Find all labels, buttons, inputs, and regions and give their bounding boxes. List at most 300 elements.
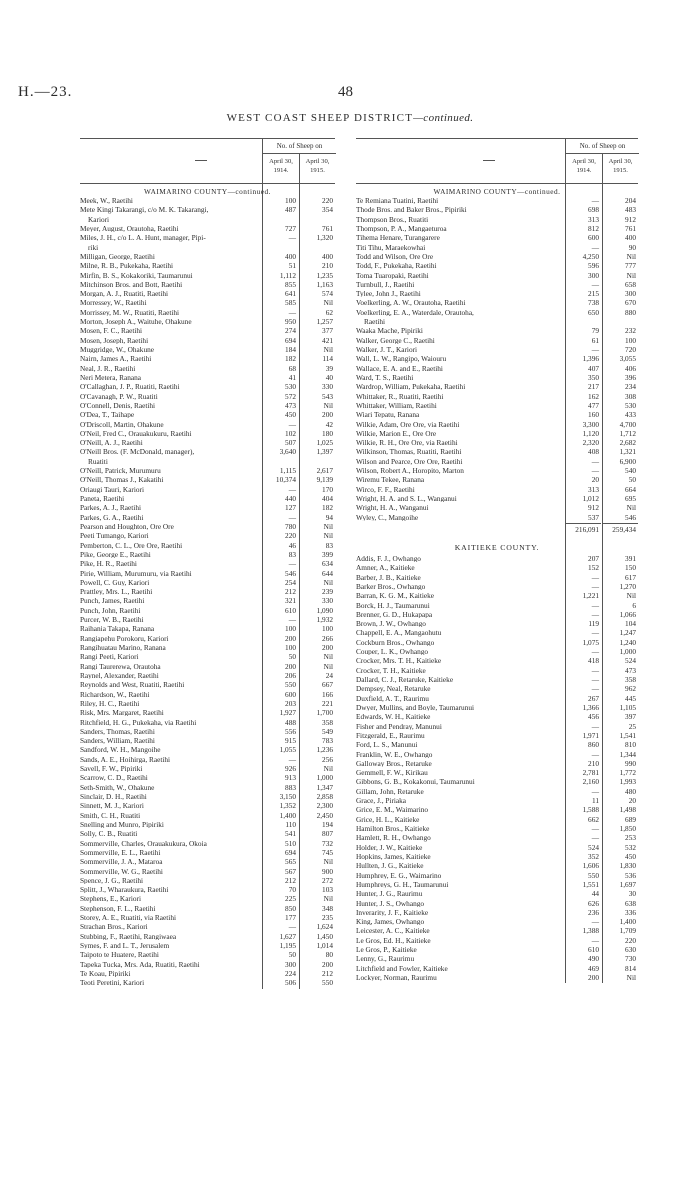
sheep-1915: 433 [625,410,636,420]
owner-name: Hunter, J. S., Owhango [356,899,425,907]
sheep-1915: 550 [322,978,333,988]
sheep-1915: 1,163 [316,279,333,289]
sheep-1915: 391 [625,553,636,563]
owner-name: Peeti Tumango, Kariori [80,532,149,540]
owner-name: Leicester, A. C., Kaitieke [356,927,430,935]
sheep-1915: 720 [625,345,636,354]
owner-name: Solly, C. B., Ruatiti [80,830,138,838]
sheep-1914: 650 [588,307,599,317]
owner-name: Whittaker, R., Ruatiti, Raetihi [356,392,444,400]
owner-name: Wilkie, Adam, Ore Ore, via Raetihi [356,420,460,428]
sheep-1914: 215 [588,289,599,299]
total-1915: 259,434 [612,524,636,534]
sheep-1915: 406 [625,363,636,373]
owner-name: Pemberton, C. L., Ore Ore, Raetihi [80,541,183,549]
table-row [80,886,335,895]
owner-name: Teoti Peretini, Kariori [80,979,145,987]
owner-name: Pike, George E., Raetihi [80,550,151,559]
owner-name: Wright, H. A., Wanganui [356,504,429,512]
sheep-1915: 1,624 [316,922,333,932]
sheep-1914: — [288,233,296,243]
sheep-1914: 738 [588,298,599,308]
owner-name: Todd and Wilson, Ore Ore [356,252,434,261]
sheep-1915: 689 [625,814,636,824]
sheep-1915: 658 [625,279,636,289]
sheep-1914: 662 [588,814,599,824]
owner-name: Kariori [88,215,110,223]
table-row [80,365,335,374]
owner-name: Thompson, P. A., Mangaeturoa [356,224,447,233]
owner-name: O'Callaghan, J. P., Ruatiti, Raetihi [80,383,180,391]
sheep-1915: Nil [323,894,333,904]
owner-name: Sommerville, E. L., Raetihi [80,848,161,857]
owner-name: Thode Bros. and Baker Bros., Pipiriki [356,206,467,214]
table-row [80,393,335,402]
sheep-1914: 912 [588,503,599,513]
sheep-1915: 166 [322,689,333,699]
sheep-1914: 177 [285,913,296,923]
table-row [80,719,335,728]
sheep-1914: 913 [285,773,296,783]
owner-name: Parkes, G. A., Raetihi [80,513,144,521]
page-ref: H.—23. [18,84,73,100]
owner-name: Thompson Bros., Ruatiti [356,215,429,223]
owner-name: Mirfin, B. S., Kokakoriki, Taumarunui [80,271,193,279]
sheep-1915: 630 [625,945,636,955]
owner-name: Stephens, E., Kariori [80,895,141,903]
owner-name: Meek, W., Raetihi [80,197,133,205]
sheep-1914: 1,055 [279,745,296,755]
sheep-1914: 100 [285,643,296,652]
sheep-1914: 1,352 [279,801,296,811]
sheep-1914: — [288,512,296,522]
sheep-1914: — [591,242,599,252]
sheep-1914: 550 [588,870,599,880]
sheep-1915: 1,235 [316,270,333,280]
owner-name: Te Remiana Tuatini, Raetihi [356,197,439,205]
owner-name: Tihema Henare, Turangarere [356,234,440,242]
owner-name: Reynolds and West, Ruatiti, Raetihi [80,681,185,689]
sheep-1914: 100 [285,624,296,634]
sheep-1915: 210 [322,261,333,271]
sheep-1915: 400 [322,251,333,261]
sheep-1914: 83 [288,549,296,559]
sheep-1915: 540 [625,466,636,476]
table-row [80,318,335,327]
owner-name: Wilson, Robert A., Horopito, Marton [356,467,464,475]
owner-name: Humphrey, E. G., Waimarino [356,871,442,879]
owner-name: O'Driscoll, Martin, Ohakune [80,420,164,428]
sheep-1915: 1,450 [316,931,333,941]
sheep-1914: 119 [588,619,599,629]
table-row [80,495,335,504]
table-row [80,281,335,290]
year-1915-heading [299,153,335,183]
sheep-1914: 203 [285,698,296,708]
table-row [80,272,335,281]
sheep-1914: 200 [588,973,599,982]
y1-line1: April 30, [269,158,293,165]
sheep-1914: 850 [285,903,296,913]
table-row [80,635,335,644]
table-row [80,979,335,988]
owner-name: Scarrow, C. D., Raetihi [80,774,148,782]
owner-name: Humphreys, G. H., Taumarunui [356,880,449,889]
owner-name: Duxfield, A. T., Raurimu [356,694,429,702]
sheep-1915: 103 [322,885,333,895]
owner-name: O'Neill, A. J., Raetihi [80,439,143,447]
sheep-1915: 194 [322,819,333,829]
sheep-1914: — [591,786,599,796]
sheep-1914: — [591,665,599,675]
page-number: 48 [338,84,353,100]
sheep-1915: 777 [625,261,636,271]
sheep-1914: 698 [588,205,599,215]
sheep-1915: 1,993 [619,777,636,787]
sheep-1914: 41 [288,372,296,382]
sheep-1914: — [288,754,296,764]
sheep-1915: 761 [322,223,333,233]
owner-name: Symes, F. and L. T., Jerusalem [80,942,170,950]
sheep-1914: 1,112 [279,270,296,280]
sheep-1914: 915 [285,736,296,746]
owner-name: Addis, F. J., Owhango [356,554,421,563]
sheep-1915: 745 [322,847,333,857]
sheep-1914: 51 [288,261,296,271]
sheep-1915: 9,139 [316,475,333,485]
sheep-1914: 200 [285,633,296,643]
county-heading-text: WAIMARINO COUNTY—continued. [144,188,271,196]
table-row [356,974,638,983]
sheep-1915: 220 [625,935,636,945]
page-title [0,112,700,124]
sheep-1914: 274 [285,326,296,336]
sheep-1914: — [591,935,599,945]
sheep-1915: 170 [322,484,333,494]
sheep-1915: 644 [322,568,333,578]
sheep-1915: 445 [625,693,636,703]
sheep-1915: 62 [325,307,333,317]
sheep-1915: 1,105 [619,702,636,712]
total-1914: 216,091 [575,524,599,534]
y1-line2: 1914. [576,167,592,174]
owner-name: riki [88,243,99,251]
table-row [80,476,335,485]
sheep-1915: 2,682 [619,438,636,448]
sheep-1915: 1,932 [316,615,333,625]
sheep-1915: 3,055 [619,354,636,364]
owner-name: Ford, L. S., Manunui [356,741,418,749]
table-row [80,532,335,541]
y1-line1: April 30, [572,158,596,165]
sheep-1914: 524 [588,842,599,852]
sheep-1915: 638 [625,898,636,908]
sheep-1914: 1,221 [582,591,599,601]
owner-name: Wardrop, William, Pukekaha, Raetihi [356,383,466,391]
sheep-1915: 814 [625,963,636,973]
sheep-1915: 2,300 [316,801,333,811]
sheep-1914: 1,120 [582,428,599,438]
sheep-1914: — [591,600,599,610]
owner-name: Prattley, Mrs. L., Raetihi [80,588,153,596]
owner-name: Sandford, W. H., Mangoihe [80,746,161,754]
sheep-1914: 206 [285,670,296,680]
sheep-1915: 330 [322,382,333,392]
sheep-1915: 377 [322,326,333,336]
sheep-1914: 350 [588,372,599,382]
sheep-1914: 1,396 [582,354,599,364]
sheep-1915: 24 [325,670,333,680]
owner-name: King, James, Owhango [356,918,425,926]
sheep-1915: 473 [625,665,636,675]
sheep-1915: Nil [626,503,636,513]
owner-name: Tapeka Tucka, Mrs. Ada, Ruatiti, Raetihi [80,960,200,968]
owner-name: Fisher and Pendray, Manunui [356,722,442,730]
sheep-1915: Nil [323,857,333,867]
sheep-1914: 694 [285,335,296,345]
sheep-1915: 1,700 [316,708,333,718]
sheep-1915: 480 [625,786,636,796]
sheep-1914: 626 [588,898,599,908]
sheep-1914: 440 [285,494,296,503]
sheep-1915: 232 [625,326,636,336]
table-row [80,374,335,383]
table-row [80,588,335,597]
owner-name: Voelkerling, E. A., Waterdale, Orautoha, [356,308,474,317]
table-row [80,653,335,662]
owner-name: Wirco, F. F., Raetihi [356,485,415,493]
sheep-1914: 510 [285,838,296,848]
table-row [80,802,335,811]
owner-name: Walker, George C., Raetihi [356,336,435,344]
sheep-1914: 3,150 [279,792,296,801]
sheep-1915: 1,000 [619,647,636,657]
sheep-1914: 408 [588,447,599,457]
table-row [80,868,335,877]
sheep-1915: Nil [626,973,636,982]
sheep-1914: 506 [285,978,296,988]
sheep-1914: 1,115 [279,466,296,476]
sheep-1914: 1,388 [582,926,599,936]
title-continued: —continued. [413,112,474,124]
sheep-1915: 358 [322,717,333,727]
owner-name: Seth-Smith, W., Ohakune [80,783,155,791]
sheep-1914: 883 [285,782,296,792]
sheep-1915: 1,270 [619,581,636,591]
table-row [80,746,335,755]
owner-name: Hullten, J. G., Kaitieke [356,862,424,870]
owner-name: Amner, A., Kaitieke [356,564,415,572]
sheep-1914: — [591,824,599,833]
sheep-1915: 1,240 [619,637,636,647]
owner-name: Wall, L. W., Rangipo, Waiouru [356,355,447,363]
table-row [80,905,335,914]
owner-name: Gemmell, F. W., Kirikau [356,769,428,777]
owner-name: Raetihi [364,318,386,326]
owner-name: Sinnett, M. J., Kariori [80,802,144,810]
sheep-count-heading: No. of Sheep on [565,139,639,154]
sheep-1914: 11 [591,796,599,806]
sheep-1915: Nil [323,764,333,774]
owner-name: O'Connell, Denis, Raetihi [80,401,156,410]
sheep-1914: — [288,559,296,569]
sheep-1914: 490 [588,954,599,964]
sheep-1915: 549 [322,726,333,736]
table-row [80,579,335,588]
sheep-1914: 182 [285,354,296,364]
sheep-1914: 313 [588,484,599,494]
owner-name: O'Neill, Patrick, Murumuru [80,467,161,475]
sheep-1914: 3,640 [279,447,296,457]
sheep-1914: 1,366 [582,702,599,712]
sheep-1915: 1,247 [619,628,636,638]
header-dash [483,160,495,161]
owner-name: Wiremu Tekee, Ranana [356,476,425,484]
sheep-1915: 667 [322,680,333,690]
sheep-1914: — [591,456,599,466]
owner-name: Miles, J. H., c/o L. A. Hunt, manager, Pipi- [80,234,206,242]
owner-name: Sinclair, D. H., Raetihi [80,793,147,801]
sheep-1914: 530 [285,382,296,392]
sheep-1914: 2,320 [582,438,599,448]
sheep-1914: 236 [588,907,599,917]
sheep-1915: 880 [625,307,636,317]
table-row [80,644,335,653]
sheep-1914: 2,160 [582,777,599,787]
sheep-1914: 477 [588,400,599,410]
sheep-1915: 212 [322,968,333,978]
sheep-1914: 855 [285,279,296,289]
sheep-1914: 352 [588,851,599,861]
sheep-1914: 860 [588,740,599,750]
owner-name: Parkes, A. J., Raetihi [80,504,142,512]
sheep-1915: 221 [322,698,333,708]
owner-name: Lockyer, Norman, Raurimu [356,974,437,982]
sheep-1915: Nil [323,577,333,587]
sheep-1914: — [591,609,599,619]
sheep-1914: — [591,345,599,354]
sheep-1914: 641 [285,289,296,299]
owner-name: Barber, J. B., Kaitieke [356,573,421,581]
y1-line2: 1914. [273,167,289,174]
table-row [80,430,335,439]
total-rule [565,523,601,524]
left-rows [80,184,335,989]
sheep-1915: 912 [625,214,636,224]
sheep-1914: 610 [588,945,599,955]
owner-name: Storey, A. E., Ruatiti, via Raetihi [80,914,176,922]
owner-name: Wallace, E. A. and E., Raetihi [356,364,443,372]
sheep-1914: 488 [285,717,296,727]
owner-name: Oriaugi Tauri, Kariori [80,485,144,493]
table-row [80,216,335,225]
owner-name: Wilkie, Marion E., Ore Ore [356,429,437,438]
sheep-1915: 617 [625,572,636,582]
sheep-1915: 1,000 [316,773,333,783]
sheep-1914: 1,075 [582,637,599,647]
table-row [80,923,335,932]
sheep-1914: 473 [285,400,296,410]
y2-line1: April 30, [305,158,330,165]
table-row [80,607,335,616]
table-row [356,514,638,523]
sheep-1915: 200 [322,643,333,652]
sheep-1915: 90 [628,242,636,252]
sheep-1914: — [288,307,296,317]
title-main: WEST COAST SHEEP DISTRICT [226,112,414,124]
table-row [80,616,335,625]
table-row [80,933,335,942]
sheep-1915: 272 [322,875,333,885]
sheep-1914: 567 [285,866,296,876]
table-row [80,895,335,904]
sheep-1914: 4,250 [582,251,599,261]
sheep-1914: — [591,581,599,591]
sheep-1915: 536 [625,870,636,880]
sheep-1914: 210 [588,758,599,768]
sheep-1915: 300 [625,289,636,299]
sheep-1914: 456 [588,712,599,722]
table-row [80,299,335,308]
sheep-1915: Nil [323,345,333,354]
owner-name: Waaka Mache, Pipiriki [356,327,423,335]
table-row [80,858,335,867]
owner-name: O'Dea, T., Taihape [80,411,135,419]
table-row [80,402,335,411]
sheep-1915: 695 [625,494,636,503]
sheep-1915: 634 [322,559,333,569]
owner-name: O'Cavanagh, P. W., Ruatiti [80,392,158,400]
sheep-1915: 2,450 [316,810,333,820]
owner-name: Hunter, J. G., Raurimu [356,890,423,898]
owner-name: Splitt, J., Wharaukura, Raetihi [80,886,169,894]
sheep-1914: 224 [285,968,296,978]
sheep-1914: 537 [588,512,599,522]
sheep-1915: 182 [322,503,333,513]
sheep-1914: 313 [588,214,599,224]
owner-name: Punch, James, Raetihi [80,597,145,605]
sheep-1914: 44 [591,889,599,899]
sheep-1914: 1,551 [582,879,599,889]
sheep-1915: 80 [325,950,333,960]
owner-name: O'Neill, Thomas J., Kakatihi [80,476,164,484]
owner-name: Powell, C. Guy, Kariori [80,578,150,587]
sheep-1914: 572 [285,391,296,401]
sheep-1915: 39 [325,363,333,373]
owner-name: Gillam, John, Retaruke [356,787,424,796]
sheep-1915: 204 [625,196,636,205]
table-row [80,253,335,262]
sheep-1915: 450 [625,851,636,861]
sheep-1915: 235 [322,913,333,923]
sheep-1914: — [591,466,599,476]
sheep-1914: — [591,628,599,638]
sheep-1914: 61 [591,335,599,345]
table-row [80,197,335,206]
sheep-1914: 127 [285,503,296,513]
table-row [80,914,335,923]
table-row [80,663,335,672]
sheep-1915: 732 [322,838,333,848]
sheep-1915: 761 [625,223,636,233]
table-row [80,830,335,839]
sheep-1915: 30 [628,889,636,899]
sheep-1914: 550 [285,680,296,690]
owner-name: Mitchinson Bros. and Bott, Raetihi [80,280,183,289]
sheep-1915: 220 [322,196,333,205]
sheep-1915: 94 [325,512,333,522]
sheep-1914: 1,400 [279,810,296,820]
